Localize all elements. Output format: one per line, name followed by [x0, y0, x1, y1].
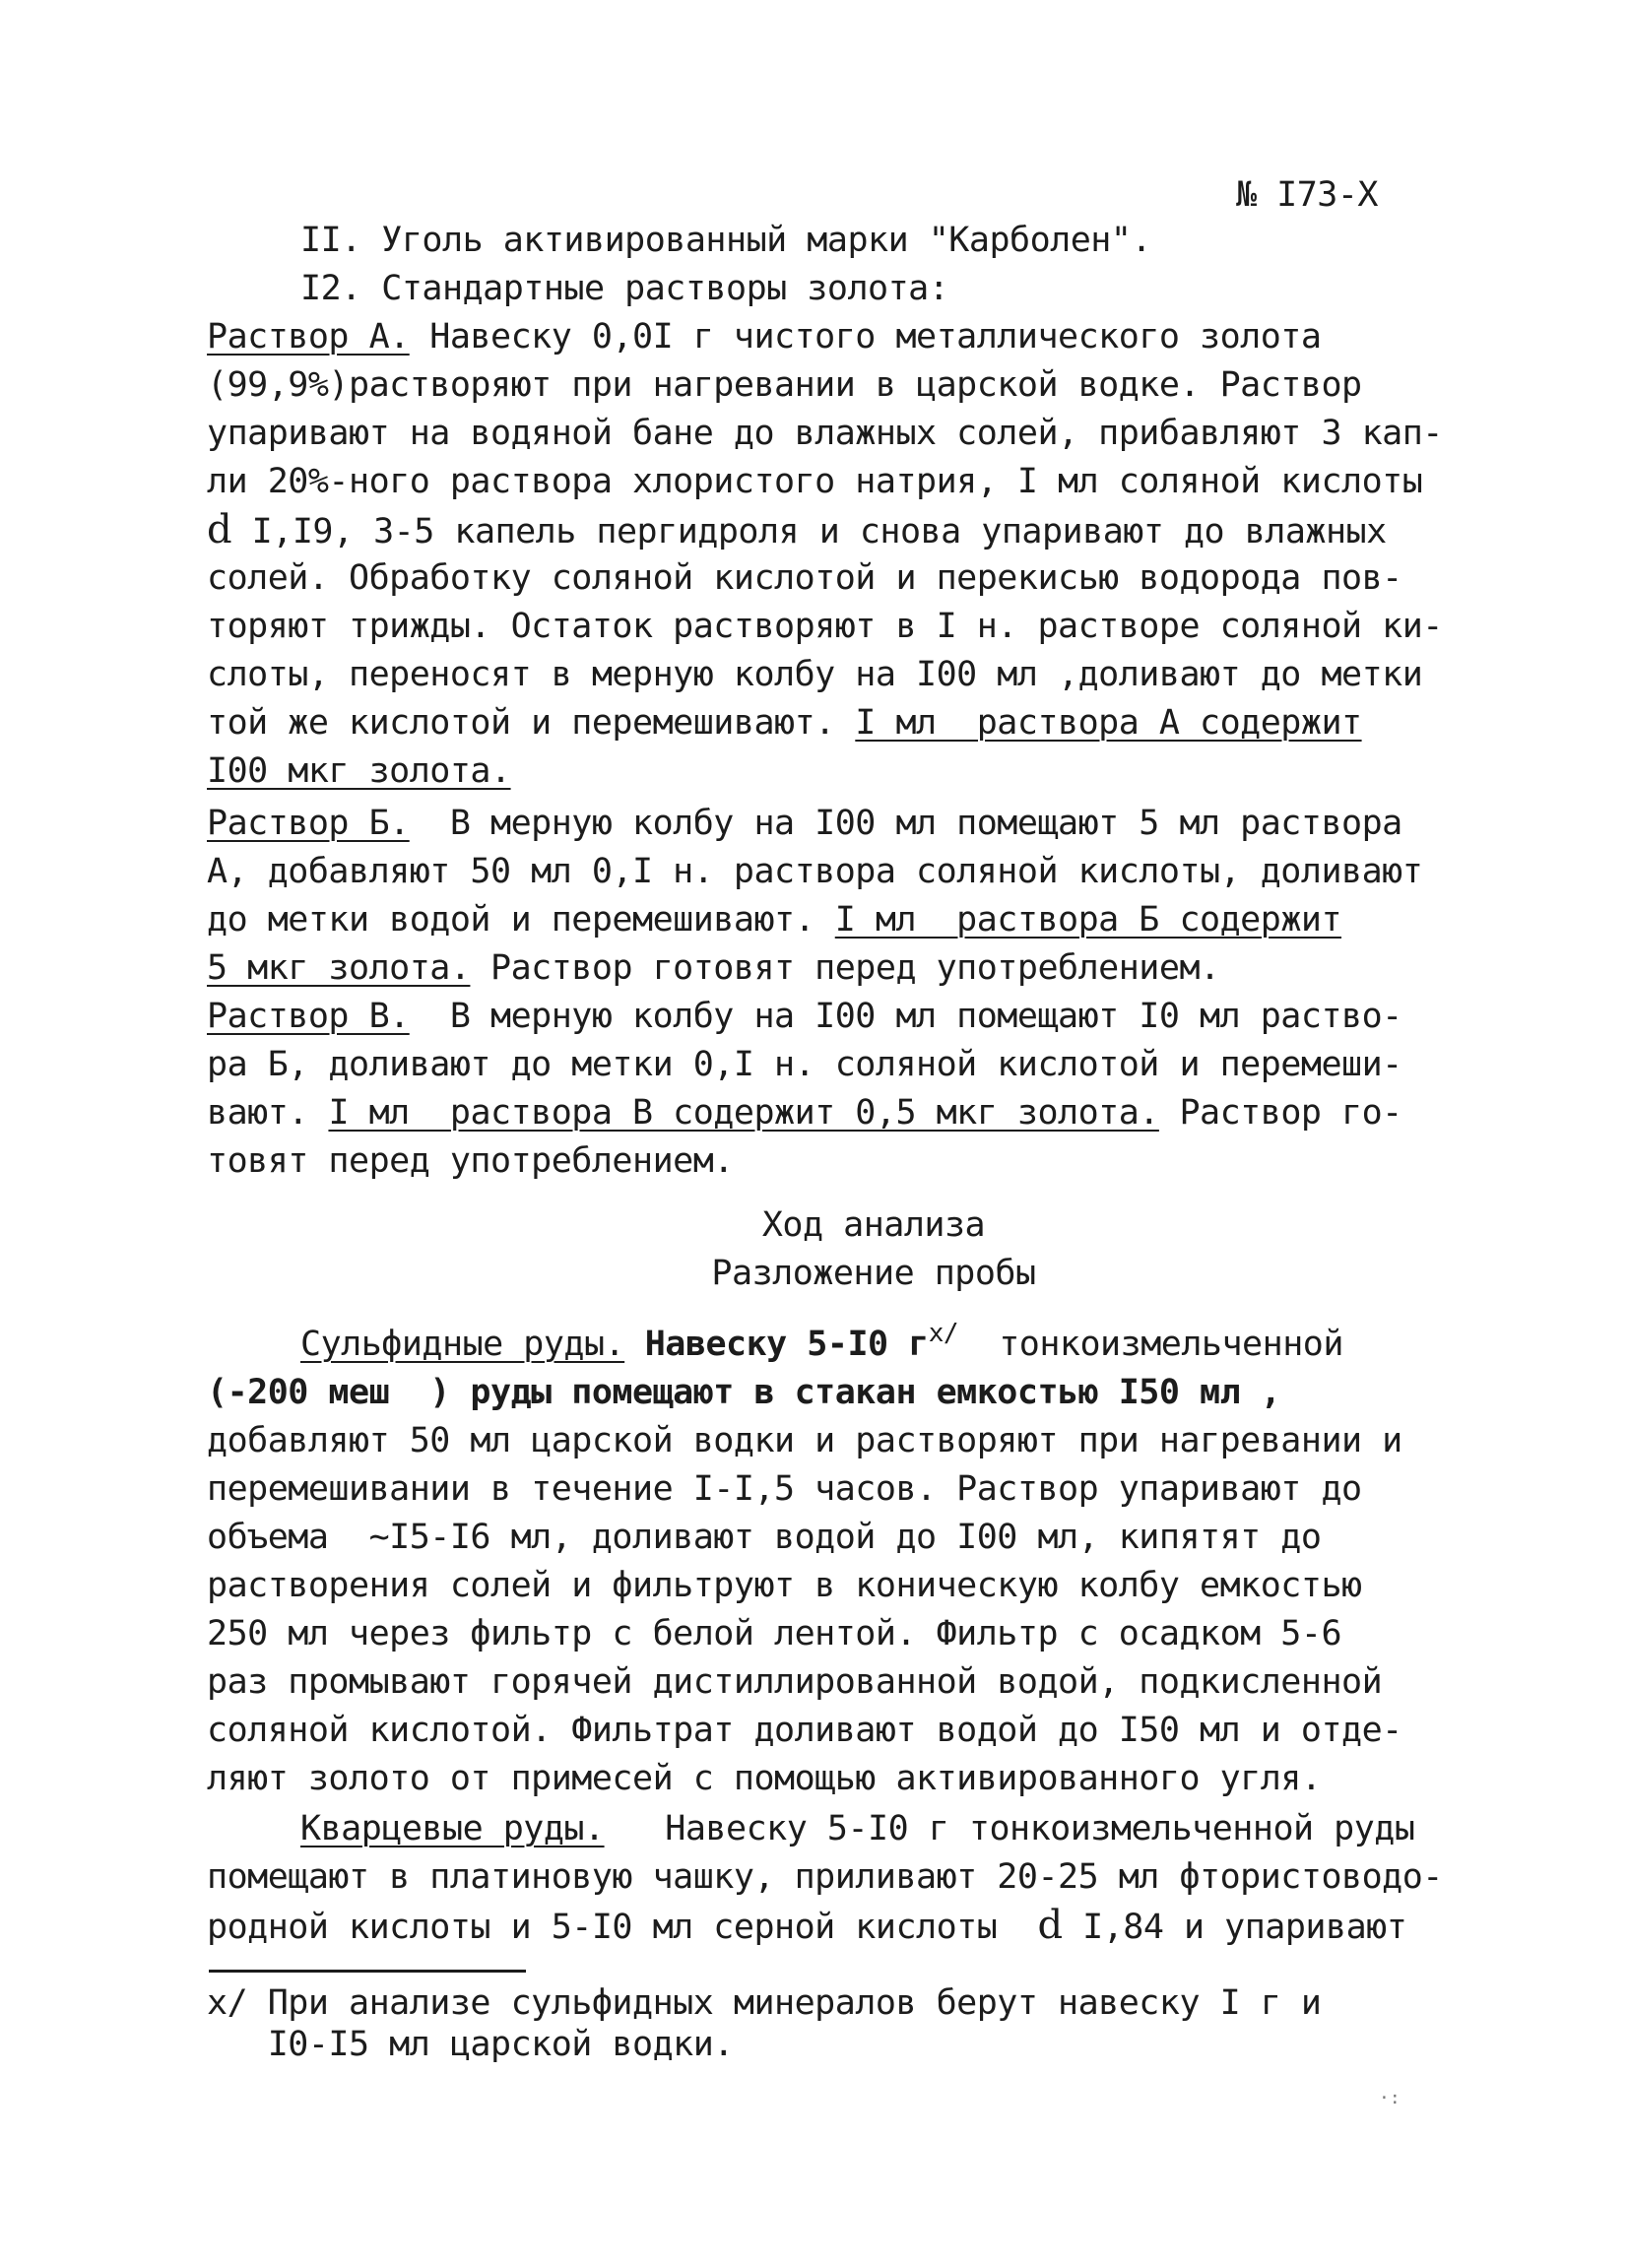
sulfide-line-5: объема ~I5-I6 мл, доливают водой до I00 мл, кипятят до	[207, 1518, 1322, 1557]
solution-a-label: Раствор А.	[207, 317, 410, 356]
sulfide-line-6: растворения солей и фильтруют в коническую колбу емкостью	[207, 1566, 1362, 1605]
solution-a-line-7: торяют трижды. Остаток растворяют в I н. растворе соляной ки-	[207, 607, 1443, 646]
solution-a-line-4: ли 20%-ного раствора хлористого натрия, I мл соляной кислоты	[207, 462, 1423, 501]
solution-c-content: I мл раствора В содержит 0,5 мкг золота.	[328, 1093, 1159, 1133]
footnote-line-2: I0-I5 мл царской водки.	[207, 2025, 734, 2064]
solution-b-label: Раствор Б.	[207, 804, 410, 843]
solution-b-line-3: до метки водой и перемешивают. I мл раствора Б содержит	[207, 900, 1342, 940]
solution-c-line-3: вают. I мл раствора В содержит 0,5 мкг золота. Раствор го-	[207, 1093, 1402, 1133]
solution-b-line-4: 5 мкг золота. Раствор готовят перед употреблением.	[207, 948, 1220, 988]
materials-item-12: I2. Стандартные растворы золота:	[300, 269, 949, 308]
footnote-marker: х/	[928, 1319, 959, 1348]
footnote-divider	[209, 1970, 526, 1973]
solution-a-content: I мл раствора А содержит	[855, 703, 1362, 743]
sulfide-line-4: перемешивании в течение I-I,5 часов. Раствор упаривают до	[207, 1469, 1362, 1509]
quartz-line-2: помещают в платиновую чашку, приливают 20-25 мл фтористоводо-	[207, 1857, 1443, 1897]
density-symbol: d	[207, 507, 232, 552]
solution-a-line-2: (99,9%)растворяют при нагревании в царской водке. Раствор	[207, 365, 1362, 405]
solution-b-line-2: А, добавляют 50 мл 0,I н. раствора соляной кислоты, доливают	[207, 852, 1423, 891]
solution-c-label: Раствор В.	[207, 997, 410, 1036]
quartz-ores-label: Кварцевые руды.	[300, 1809, 605, 1848]
solution-c-line-1: Раствор В. В мерную колбу на I00 мл помещают I0 мл раство-	[207, 997, 1402, 1036]
sulfide-line-2: (-200 меш ) руды помещают в стакан емкостью I50 мл ,	[207, 1373, 1281, 1412]
quartz-line-1: Кварцевые руды. Навеску 5-I0 г тонкоизмельченной руды	[300, 1809, 1415, 1848]
document-number: № I73-Х	[1236, 175, 1379, 215]
solution-a-line-1: Раствор А. Навеску 0,0I г чистого металлического золота	[207, 317, 1322, 356]
sulfide-line-3: добавляют 50 мл царской водки и растворяют при нагревании и	[207, 1421, 1402, 1460]
solution-b-content: I мл раствора Б содержит	[834, 900, 1342, 940]
sulfide-line-9: соляной кислотой. Фильтрат доливают водой до I50 мл и отде-	[207, 1711, 1402, 1750]
solution-a-line-9: той же кислотой и перемешивают. I мл раствора А содержит	[207, 703, 1362, 743]
solution-a-line-5: d I,I9, 3-5 капель пергидроля и снова упаривают до влажных	[207, 507, 1387, 552]
solution-b-line-1: Раствор Б. В мерную колбу на I00 мл помещают 5 мл раствора	[207, 804, 1402, 843]
scan-speck: ·:	[1379, 2088, 1401, 2108]
solution-a-line-10: I00 мкг золота.	[207, 751, 511, 791]
materials-item-11: II. Уголь активированный марки "Карболен".	[300, 221, 1152, 260]
heading-decomposition: Разложение пробы	[711, 1254, 1036, 1293]
sulfide-line-1: Сульфидные руды. Навеску 5-I0 $г^{х/}$ тонкоизмельченной	[300, 1319, 1343, 1364]
heading-procedure: Ход анализа	[761, 1205, 986, 1245]
sulfide-ores-label: Сульфидные руды.	[300, 1325, 625, 1364]
footnote-line-1: х/ При анализе сульфидных минералов берут навеску I г и	[207, 1983, 1322, 2023]
solution-a-line-3: упаривают на водяной бане до влажных солей, прибавляют 3 кап-	[207, 414, 1443, 453]
solution-c-line-2: ра Б, доливают до метки 0,I н. соляной кислотой и перемеши-	[207, 1045, 1402, 1084]
density-symbol: d	[1037, 1903, 1063, 1948]
sulfide-line-8: раз промывают горячей дистиллированной водой, подкисленной	[207, 1662, 1383, 1702]
sulfide-line-10: ляют золото от примесей с помощью активированного угля.	[207, 1759, 1322, 1798]
solution-c-line-4: товят перед употреблением.	[207, 1141, 734, 1181]
quartz-line-3: родной кислоты и 5-I0 мл серной кислоты d I,84 и упаривают	[207, 1903, 1407, 1948]
solution-a-line-8: слоты, переносят в мерную колбу на I00 мл ,доливают до метки	[207, 655, 1423, 694]
solution-a-line-6: солей. Обработку соляной кислотой и перекисью водорода пов-	[207, 558, 1402, 598]
sulfide-line-7: 250 мл через фильтр с белой лентой. Фильтр с осадком 5-6	[207, 1614, 1342, 1653]
